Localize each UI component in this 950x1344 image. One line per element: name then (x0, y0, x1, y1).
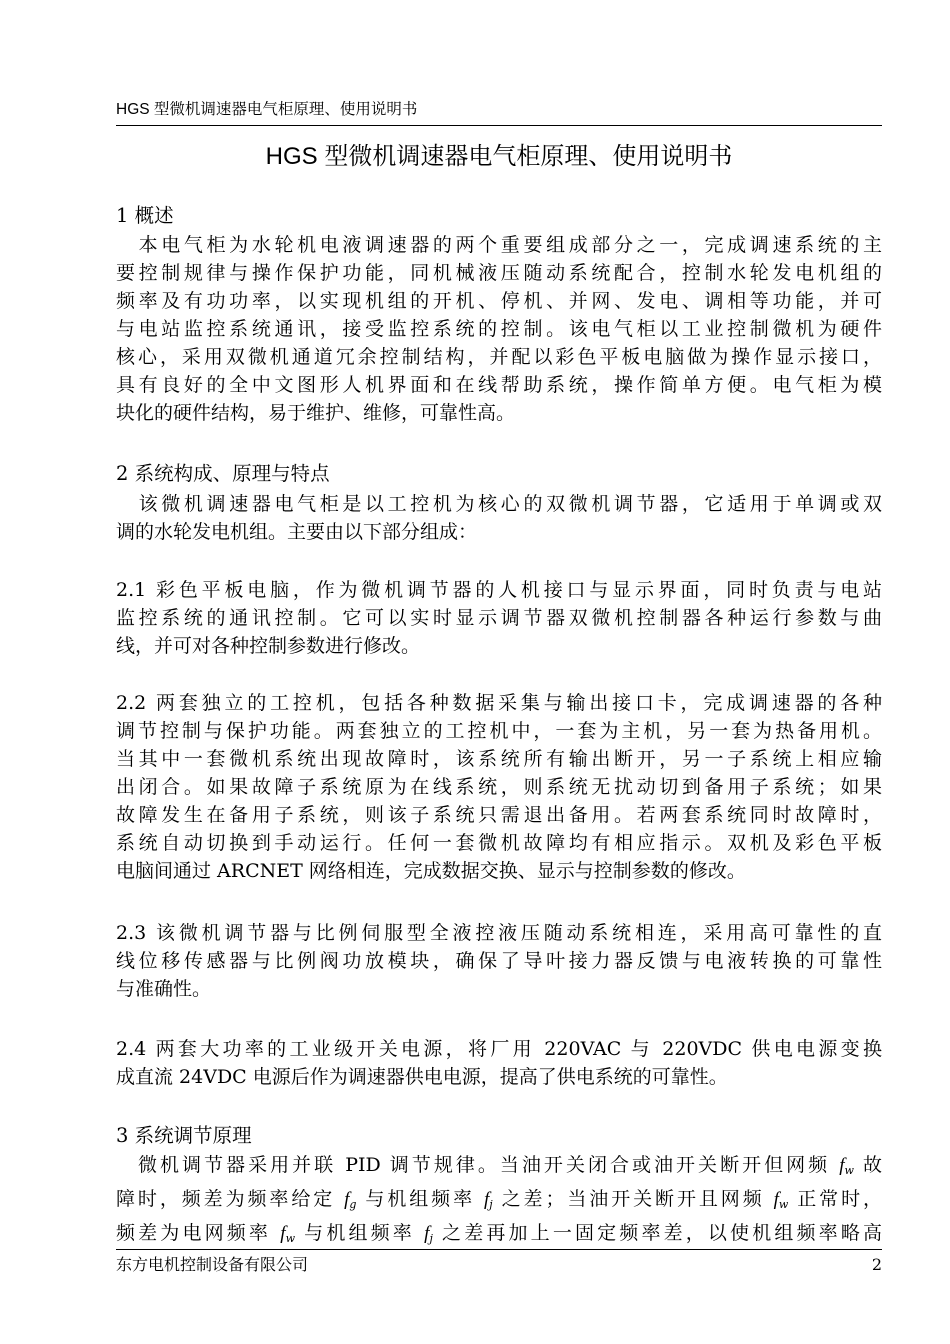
paragraph-line: 具有良好的全中文图形人机界面和在线帮助系统，操作简单方便。电气柜为模 (116, 374, 882, 396)
subscript: j (489, 1198, 493, 1211)
paragraph-line: 本电气柜为水轮机电液调速器的两个重要组成部分之一，完成调速系统的主 (116, 234, 882, 256)
footer-company: 东方电机控制设备有限公司 (116, 1255, 309, 1274)
subscript: w (285, 1232, 295, 1245)
subscript: w (778, 1198, 789, 1211)
paragraph-line: 2.4 两套大功率的工业级开关电源，将厂用 220VAC 与 220VDC 供电电源变换 (116, 1038, 882, 1060)
paragraph-line: 监控系统的通讯控制。它可以实时显示调节器双微机控制器各种运行参数与曲 (116, 607, 882, 629)
subsection-2-3 (116, 919, 882, 1003)
document-title: HGS 型微机调速器电气柜原理、使用说明书 (265, 143, 733, 170)
paragraph-line: 与电站监控系统通讯，接受监控系统的控制。该电气柜以工业控制微机为硬件 (116, 318, 882, 340)
symbol-f: f (773, 1189, 779, 1210)
paragraph-line: 核心，采用双微机通道冗余控制结构，并配以彩色平板电脑做为操作显示接口， (116, 346, 882, 368)
text-run: 频差为电网频率 (116, 1222, 281, 1244)
header-rule (116, 125, 882, 126)
text-run: 故 (853, 1154, 882, 1176)
subscript: j (429, 1232, 433, 1245)
paragraph-line: 调的水轮发电机组。主要由以下部分组成： (116, 521, 478, 543)
paragraph-line (116, 1151, 882, 1185)
footer-rule (116, 1249, 882, 1250)
section-3-body (116, 1151, 882, 1253)
section-heading-1: 1 概述 (116, 204, 174, 227)
subsection-2-4 (116, 1035, 882, 1091)
page-number: 2 (871, 1255, 882, 1274)
paragraph-line: 电脑间通过 ARCNET 网络相连，完成数据交换、显示与控制参数的修改。 (116, 860, 746, 882)
text-run: 正常时， (788, 1188, 882, 1210)
paragraph-line: 2.1 彩色平板电脑，作为微机调节器的人机接口与显示界面，同时负责与电站 (116, 579, 882, 601)
subsection-2-2 (116, 689, 882, 885)
symbol-f: f (483, 1189, 490, 1210)
subsection-2-1 (116, 576, 882, 660)
symbol-f: f (424, 1223, 430, 1244)
text-run: 微机调节器采用并联 PID 调节规律。当油开关闭合或油开关断开但网频 (116, 1154, 840, 1176)
symbol-f: f (839, 1155, 845, 1176)
paragraph-line: 故障发生在备用子系统，则该子系统只需退出备用。若两套系统同时故障时， (116, 804, 882, 826)
section-heading-2: 2 系统构成、原理与特点 (116, 462, 330, 485)
paragraph-line: 频率及有功功率，以实现机组的开机、停机、并网、发电、调相等功能，并可 (116, 290, 882, 312)
paragraph-line: 当其中一套微机系统出现故障时，该系统所有输出断开，另一子系统上相应输 (116, 748, 882, 770)
paragraph-line: 2.2 两套独立的工控机，包括各种数据采集与输出接口卡，完成调速器的各种 (116, 692, 882, 714)
paragraph-line: 该微机调速器电气柜是以工控机为核心的双微机调节器，它适用于单调或双 (116, 493, 882, 515)
paragraph-line (116, 1185, 882, 1219)
paragraph-line: 成直流 24VDC 电源后作为调速器供电电源，提高了供电系统的可靠性。 (116, 1066, 728, 1088)
paragraph-line: 块化的硬件结构，易于维护、维修，可靠性高。 (116, 402, 516, 424)
paragraph-line: 2.3 该微机调节器与比例伺服型全液控液压随动系统相连，采用高可靠性的直 (116, 922, 882, 944)
paragraph-line: 出闭合。如果故障子系统原为在线系统，则系统无扰动切到备用子系统；如果 (116, 776, 882, 798)
text-run: 之差；当油开关断开且网频 (492, 1188, 774, 1210)
paragraph-line: 与准确性。 (116, 978, 212, 1000)
section-heading-3: 3 系统调节原理 (116, 1124, 252, 1147)
symbol-f: f (280, 1223, 286, 1244)
text-run: 障时，频差为频率给定 (116, 1188, 345, 1210)
section-1-body (116, 231, 882, 427)
paragraph-line: 要控制规律与操作保护功能，同机械液压随动系统配合，控制水轮发电机组的 (116, 262, 882, 284)
text-run: 与机组频率 (294, 1222, 425, 1244)
paragraph-line (116, 1219, 882, 1253)
paragraph-line: 线位移传感器与比例阀功放模块，确保了导叶接力器反馈与电液转换的可靠性 (116, 950, 882, 972)
paragraph-line: 调节控制与保护功能。两套独立的工控机中，一套为主机，另一套为热备用机。 (116, 720, 882, 742)
subscript: g (349, 1198, 357, 1211)
text-run: 与机组频率 (356, 1188, 484, 1210)
text-run: 之差再加上一固定频率差，以使机组频率略高 (432, 1222, 882, 1244)
section-2-body (116, 490, 882, 546)
symbol-f: f (344, 1189, 350, 1210)
paragraph-line: 线，并可对各种控制参数进行修改。 (116, 635, 421, 657)
paragraph-line: 系统自动切换到手动运行。任何一套微机故障均有相应指示。双机及彩色平板 (116, 832, 882, 854)
running-header: HGS 型微机调速器电气柜原理、使用说明书 (116, 101, 418, 118)
subscript: w (844, 1164, 854, 1177)
